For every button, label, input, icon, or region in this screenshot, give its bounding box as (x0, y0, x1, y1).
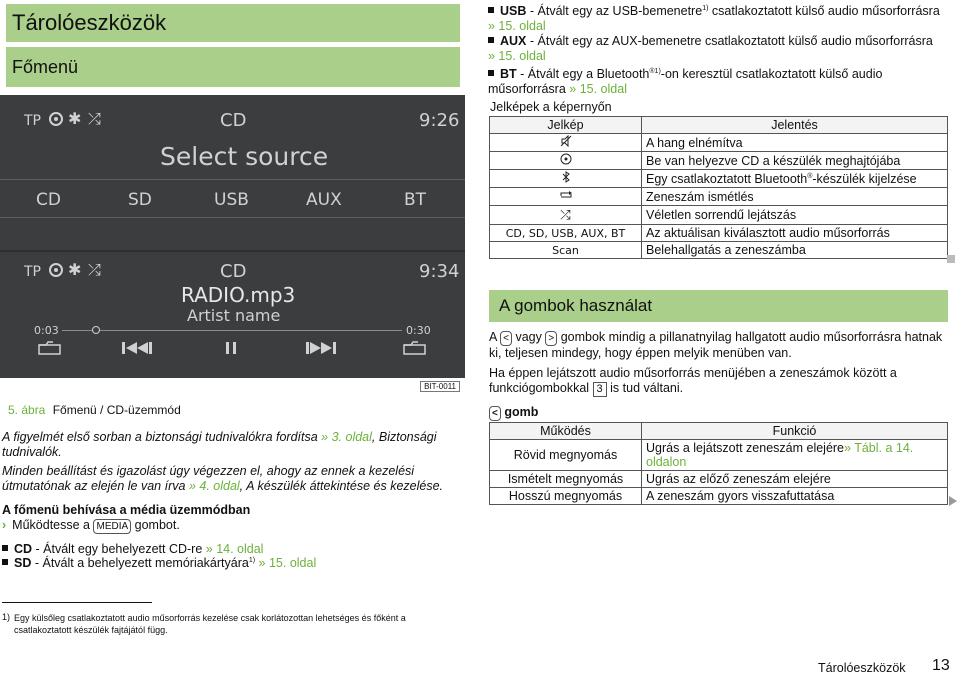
source-option-bt[interactable]: BT (404, 190, 427, 210)
item-link[interactable]: » 15. oldal (258, 556, 317, 570)
symbol-meaning: Belehallgatás a zeneszámba (642, 242, 948, 259)
symbol-meaning: Az aktuálisan kiválasztott audio műsorforrás (642, 225, 948, 242)
continue-marker (947, 255, 955, 263)
table-row (490, 152, 948, 170)
footnote-rule (2, 602, 152, 603)
item-link[interactable]: » 15. oldal (488, 49, 546, 64)
buttons-paragraph-2: Ha éppen lejátszott audio műsorforrás menüjében a zeneszámok között a funkciógombokkal 3 is tud váltani. (489, 366, 897, 395)
main-menu-heading: A főmenü behívása a média üzemmódban (2, 503, 251, 517)
item-link[interactable]: » 15. oldal (488, 19, 546, 34)
list-item (2, 542, 316, 556)
item-key: SD (14, 556, 32, 570)
buttons-paragraph-1: A < vagy > gombok mindig a pillanatnyilag hallgatott audio műsorforrásra hatnak ki, teljesen mindegy, hogy éppen melyik menüben van. (489, 330, 943, 360)
column-header: Jelkép (490, 117, 642, 134)
settings-text: Minden beállítást és igazolást úgy végezzen el, ahogy az ennek a kezelési útmutatónak az elején le van írva (2, 464, 415, 493)
page-number: 13 (932, 657, 950, 674)
media-menu-icon[interactable] (403, 341, 427, 358)
media-key: MEDIA (93, 519, 131, 534)
table-row (490, 134, 948, 152)
tp-indicator: TP (24, 113, 41, 129)
table-header (490, 423, 948, 440)
elapsed-time: 0:03 (34, 324, 59, 337)
bluetooth-icon: ✱ (68, 260, 82, 279)
cd-inserted-icon (490, 152, 642, 170)
footnote-text: Egy külsőleg csatlakoztatott audio műsorforrás kezelése csak korlátozottan lehetséges és főként a csatlakoztatott készülék fajtájától függ. (14, 613, 406, 635)
footnote-ref: 1) (248, 556, 256, 564)
source-list-left (2, 542, 316, 570)
item-text: - Átvált egy az AUX-bemenetre csatlakoztatott külső audio műsorforrásra (526, 34, 933, 49)
symbol-label: Scan (490, 242, 642, 259)
total-time: 0:30 (406, 324, 431, 337)
settings-text-end: , A készülék áttekintése és kezelése. (239, 479, 444, 493)
item-text-2: csatlakoztatott külső audio műsorforrásra (708, 4, 940, 19)
bluetooth-icon (490, 170, 642, 188)
figure-number: 5. ábra (8, 403, 46, 417)
page-subtitle: Főmenü (6, 47, 460, 87)
item-link[interactable]: » 14. oldal (205, 542, 264, 556)
media-step (2, 518, 180, 534)
clock: 9:26 (419, 110, 460, 131)
function-cell: Ugrás a lejátszott zeneszám elejére» Tábl. a 14. oldalon (642, 440, 948, 471)
footnote-ref: 1) (702, 5, 709, 12)
step-text-end: gombot. (134, 518, 180, 532)
item-text: - Átvált egy a Bluetooth (516, 67, 650, 82)
safety-paragraph (2, 430, 457, 460)
footnote-ref: ®1) (649, 68, 661, 76)
item-link[interactable]: » 15. oldal (569, 82, 627, 97)
item-text: - Átvált egy az USB-bemenetre (526, 4, 703, 19)
tp-indicator-2: TP (24, 264, 41, 280)
column-header: Működés (490, 423, 642, 440)
next-key-icon: > (545, 331, 557, 346)
operation-cell: Rövid megnyomás (490, 440, 642, 471)
progress-knob[interactable] (92, 326, 100, 334)
function-cell: Ugrás az előző zeneszám elejére (642, 471, 948, 488)
step-text: Működtesse a (12, 518, 90, 532)
table-row (490, 471, 948, 488)
source-option-sd[interactable]: SD (128, 190, 152, 210)
function-table (489, 422, 948, 505)
function-cell: A zeneszám gyors visszafuttatása (642, 488, 948, 505)
clock-2: 9:34 (419, 261, 460, 282)
table-link[interactable]: » Tábl. a 14. oldalon (646, 441, 914, 469)
shuffle-icon: ⤮ (88, 260, 101, 279)
figure-title: Főmenü / CD-üzemmód (52, 403, 181, 417)
table-row (490, 440, 948, 471)
source-menu-icon[interactable] (38, 341, 62, 358)
symbol-meaning: A hang elnémítva (642, 134, 948, 152)
shuffle-icon: ⤮ (490, 206, 642, 225)
function-key-number: 3 (593, 382, 607, 397)
device-screen (0, 95, 465, 378)
item-key: USB (500, 4, 527, 19)
item-text: - Átvált a behelyezett memóriakártyára (31, 556, 249, 570)
source-option-cd[interactable]: CD (36, 190, 61, 210)
track-title: RADIO.mp3 (181, 283, 296, 307)
shuffle-icon: ⤮ (88, 109, 101, 128)
settings-link[interactable]: » 4. oldal (188, 479, 240, 493)
symbols-heading: Jelképek a képernyőn (490, 100, 612, 114)
source-option-aux[interactable]: AUX (306, 190, 342, 210)
settings-paragraph (2, 464, 457, 494)
item-key: AUX (500, 34, 527, 49)
table-row (490, 188, 948, 206)
safety-text: A figyelmét első sorban a biztonsági tudnivalókra fordítsa (2, 430, 318, 444)
prev-key-icon: < (500, 331, 512, 346)
footnote-mark: 1) (2, 612, 11, 622)
progress-track[interactable] (62, 330, 402, 331)
item-key: BT (500, 67, 517, 82)
pause-icon[interactable] (225, 341, 237, 358)
figure-code: BIT-0011 (420, 381, 460, 392)
list-item (2, 556, 316, 570)
item-key: CD (14, 542, 33, 556)
active-source: CD (220, 110, 247, 131)
previous-track-icon[interactable] (121, 341, 157, 358)
section-title: A gombok használat (489, 290, 948, 322)
item-text-2: -on keresztül csatlakoztatott külső audio műsorforrásra (488, 67, 883, 97)
column-header: Funkció (642, 423, 948, 440)
symbol-meaning: Zeneszám ismétlés (642, 188, 948, 206)
list-item (488, 34, 948, 64)
repeat-icon (490, 188, 642, 206)
symbol-meaning: Be van helyezve CD a készülék meghajtójába (642, 152, 948, 170)
symbol-label: CD, SD, USB, AUX, BT (490, 225, 642, 242)
list-item (488, 64, 948, 97)
mute-icon (490, 134, 642, 152)
step-marker: › (2, 518, 7, 532)
operation-cell: Ismételt megnyomás (490, 471, 642, 488)
cd-inserted-icon (48, 111, 64, 130)
page-title: Tárolóeszközök (6, 4, 460, 42)
footer-section: Tárolóeszközök (818, 661, 906, 675)
symbol-meaning: Egy csatlakoztatott Bluetooth®-készülék kijelzése (642, 170, 948, 188)
artist-name: Artist name (187, 306, 281, 325)
active-source-2: CD (220, 261, 247, 282)
list-item (488, 1, 948, 34)
cd-inserted-icon (48, 262, 64, 281)
table-row (490, 225, 948, 242)
prev-key-icon: < (489, 406, 501, 421)
safety-text-end: , Biztonsági tudnivalók. (2, 430, 437, 459)
source-option-usb[interactable]: USB (214, 190, 249, 210)
table-row (490, 242, 948, 259)
item-text: - Átvált egy behelyezett CD-re (32, 542, 203, 556)
symbols-table (489, 116, 948, 259)
column-header: Jelentés (642, 117, 948, 134)
next-track-icon[interactable] (305, 341, 341, 358)
symbol-meaning: Véletlen sorrendű lejátszás (642, 206, 948, 225)
next-page-arrow-icon (949, 496, 957, 506)
table-row (490, 206, 948, 225)
figure-caption (8, 403, 181, 417)
operation-cell: Hosszú megnyomás (490, 488, 642, 505)
screen-title: Select source (160, 142, 329, 171)
table-header (490, 117, 948, 134)
table-row (490, 170, 948, 188)
table-row (490, 488, 948, 505)
source-list-right (488, 1, 948, 97)
safety-link[interactable]: » 3. oldal (321, 430, 372, 444)
bluetooth-icon: ✱ (68, 109, 82, 128)
button-subheading: < gomb (489, 405, 538, 421)
